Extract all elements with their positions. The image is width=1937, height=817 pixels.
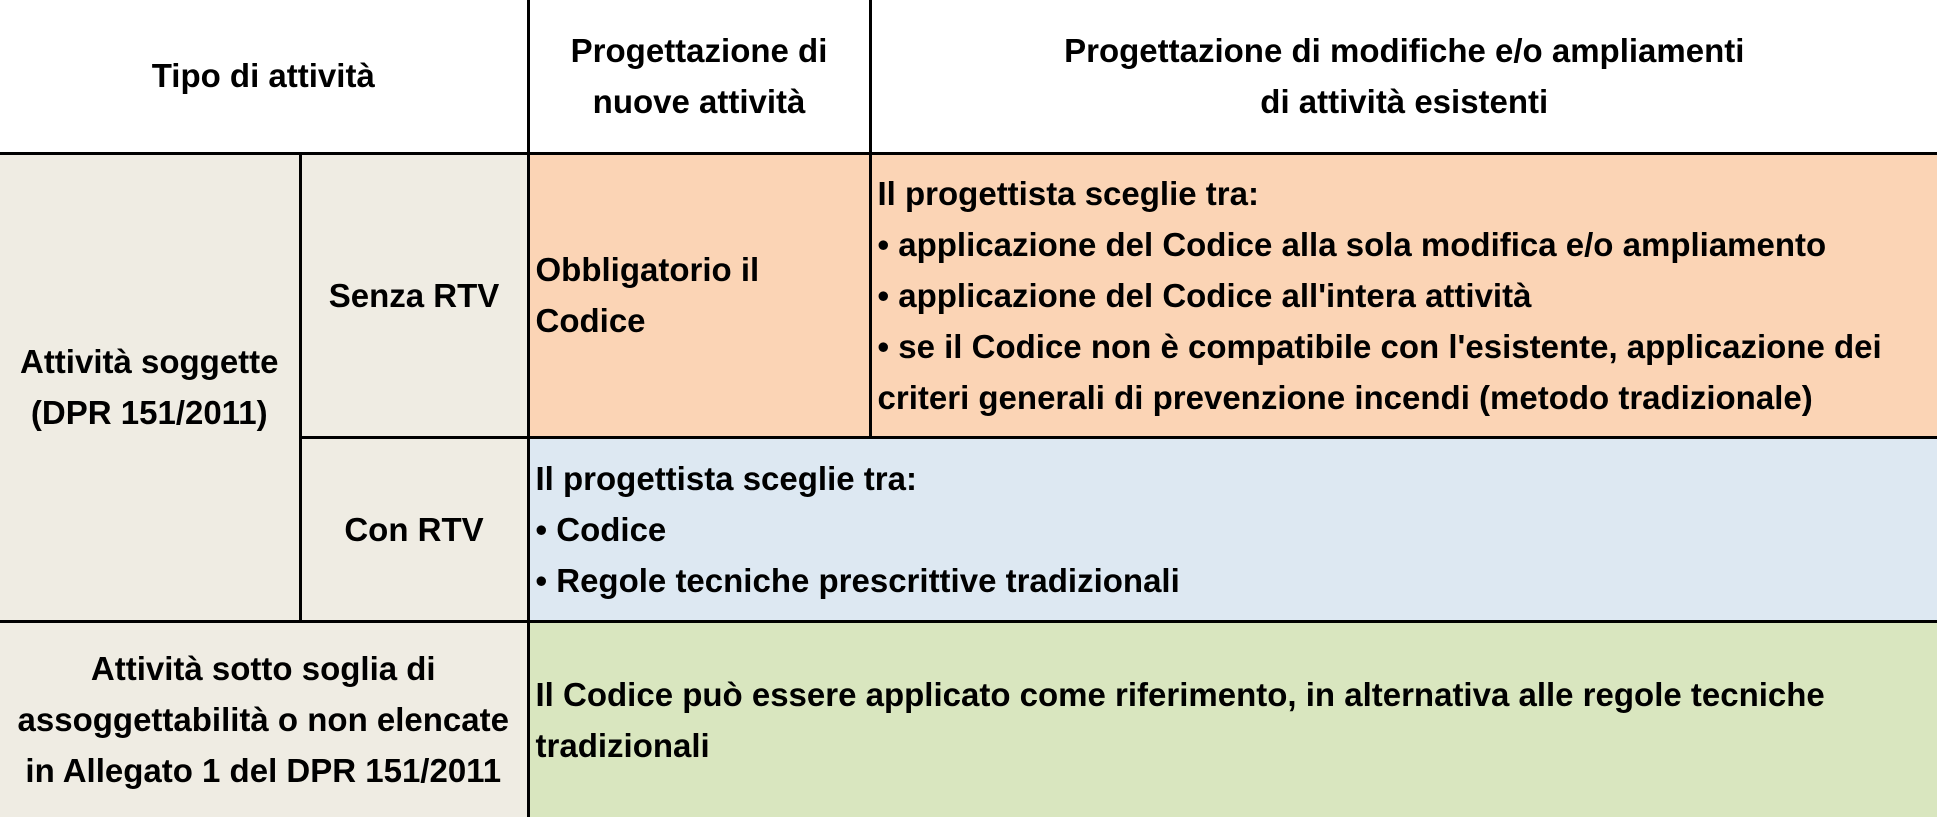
- row-sotto-soglia: [0, 621, 1937, 817]
- sotto-soglia-label-cell: [0, 621, 528, 817]
- sotto-soglia-content-cell: [528, 621, 1937, 817]
- header-nuove-line2: nuove attività: [592, 82, 806, 120]
- con-rtv-content-cell: [528, 437, 1937, 621]
- con-rtv-cell: [300, 437, 528, 621]
- header-row: [0, 0, 1937, 153]
- header-modifiche-line1: Progettazione di modifiche e/o ampliamenti: [1064, 31, 1745, 69]
- senza-rtv-nuove-cell: [528, 153, 870, 437]
- senza-rtv-label: Senza RTV: [328, 276, 500, 314]
- attivita-soggette-cell: [0, 153, 300, 621]
- sotto-soglia-text-line2: tradizionali: [535, 726, 710, 764]
- header-nuove-line1: Progettazione di: [570, 31, 828, 69]
- senza-rtv-bullet: • se il Codice non è compatibile con l'esistente, applicazione dei: [878, 321, 1932, 372]
- con-rtv-intro: Il progettista sceglie tra:: [535, 459, 917, 497]
- sotto-soglia-line2: assoggettabilità o non elencate: [17, 701, 509, 739]
- sotto-soglia-line3: in Allegato 1 del DPR 151/2011: [25, 752, 502, 790]
- sotto-soglia-line1: Attività sotto soglia di: [90, 650, 436, 688]
- sotto-soglia-text-line1: Il Codice può essere applicato come riferimento, in alternativa alle regole tecniche: [535, 675, 1825, 713]
- obbligatorio-line2: Codice: [535, 302, 646, 339]
- senza-rtv-modifiche-cell: [870, 153, 1937, 437]
- header-tipo-attivita: [0, 0, 528, 153]
- senza-rtv-bullet: • applicazione del Codice all'intera attività: [878, 270, 1932, 321]
- senza-rtv-cell: [300, 153, 528, 437]
- senza-rtv-continuation: criteri generali di prevenzione incendi (metodo tradizionale): [877, 378, 1813, 416]
- attivita-soggette-line2: (DPR 151/2011): [30, 394, 268, 431]
- obbligatorio-line1: Obbligatorio il: [535, 251, 760, 288]
- header-nuove-attivita: [528, 0, 870, 153]
- con-rtv-bullet: • Codice: [536, 504, 1932, 555]
- header-modifiche: [870, 0, 1937, 153]
- con-rtv-bullet: • Regole tecniche prescrittive tradizionali: [536, 555, 1932, 606]
- header-tipo-text: Tipo di attività: [151, 57, 375, 95]
- row-senza-rtv: [0, 153, 1937, 437]
- senza-rtv-intro: Il progettista sceglie tra:: [877, 174, 1259, 212]
- senza-rtv-bullet: • applicazione del Codice alla sola modifica e/o ampliamento: [878, 219, 1932, 270]
- attivita-soggette-line1: Attività soggette: [19, 343, 279, 380]
- header-modifiche-line2: di attività esistenti: [1260, 82, 1549, 120]
- con-rtv-label: Con RTV: [344, 510, 484, 548]
